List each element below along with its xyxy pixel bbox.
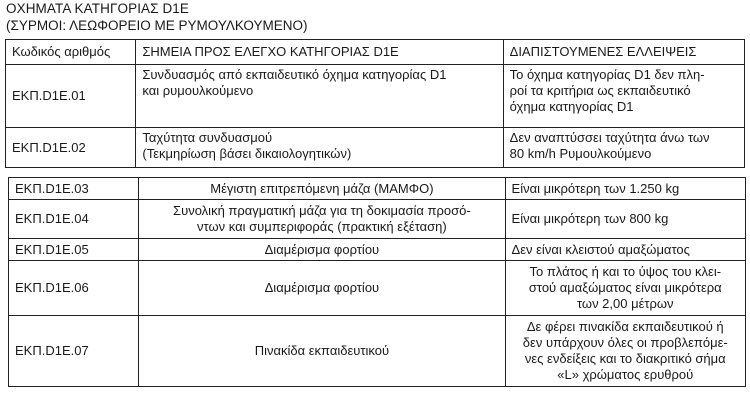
table-row [9,261,746,316]
row-code: ΕΚΠ.D1E.02 [6,128,136,168]
row-defect: Είναι μικρότερη των 1.250 kg [505,178,745,200]
row-defect: Δε φέρει πινακίδα εκπαιδευτικού ή δεν υπάρχουν όλες οι προβλεπόμε- νες ενδείξεις και το διακριτικό σήμα «L» χρώματος ερυθρού [505,316,745,387]
row-point: Διαμέρισμα φορτίου [139,261,505,316]
inspection-table-upper [5,39,745,168]
row-code: ΕΚΠ.D1E.05 [9,239,139,261]
row-code: ΕΚΠ.D1E.01 [6,65,136,128]
row-defect: Δεν είναι κλειστού αμαξώματος [505,239,745,261]
row-code: ΕΚΠ.D1E.07 [9,316,139,387]
row-point: Μέγιστη επιτρεπόμενη μάζα (ΜΑΜΦΟ) [139,178,505,200]
row-code: ΕΚΠ.D1E.04 [9,200,139,239]
row-code: ΕΚΠ.D1E.06 [9,261,139,316]
table-row [6,65,745,128]
header-points: ΣΗΜΕΙΑ ΠΡΟΣ ΕΛΕΓΧΟ ΚΑΤΗΓΟΡΙΑΣ D1E [136,40,503,65]
row-defect: Είναι μικρότερη των 800 kg [505,200,745,239]
row-defect: Το πλάτος ή και το ύψος του κλει- στού αμαξώματος είναι μικρότερα των 2,00 μέτρων [505,261,745,316]
row-point: Πινακίδα εκπαιδευτικού [139,316,505,387]
row-point: Συνολική πραγματική μάζα για τη δοκιμασία προσό- ντων και συμπεριφοράς (πρακτική εξέταση) [139,200,505,239]
table-header-row [6,40,745,65]
row-code: ΕΚΠ.D1E.03 [9,178,139,200]
row-defect: Δεν αναπτύσσει ταχύτητα άνω των 80 km/h Ρυμουλκούμενο [503,128,744,168]
document-title: ΟΧΗΜΑΤΑ ΚΑΤΗΓΟΡΙΑΣ D1E [6,1,190,16]
table-row [9,200,746,239]
row-point: Συνδυασμός από εκπαιδευτικό όχημα κατηγορίας D1 και ρυμουλκούμενο [136,65,503,128]
header-defects: ΔΙΑΠΙΣΤΟΥΜΕΝΕΣ ΕΛΛΕΙΨΕΙΣ [503,40,744,65]
table-row [9,178,746,200]
header-code: Κωδικός αριθμός [6,40,136,65]
inspection-table-lower [8,177,746,387]
table-row [9,239,746,261]
row-point: Διαμέρισμα φορτίου [139,239,505,261]
row-defect: Το όχημα κατηγορίας D1 δεν πλη- ροί τα κριτήρια ως εκπαιδευτικό όχημα κατηγορίας D1 [503,65,744,128]
table-row [6,128,745,168]
table-row [9,316,746,387]
document-subtitle: (ΣΥΡΜΟΙ: ΛΕΩΦΟΡΕΙΟ ΜΕ ΡΥΜΟΥΛΚΟΥΜΕΝΟ) [6,18,308,33]
row-point: Ταχύτητα συνδυασμού (Τεκμηρίωση βάσει δικαιολογητικών) [136,128,503,168]
